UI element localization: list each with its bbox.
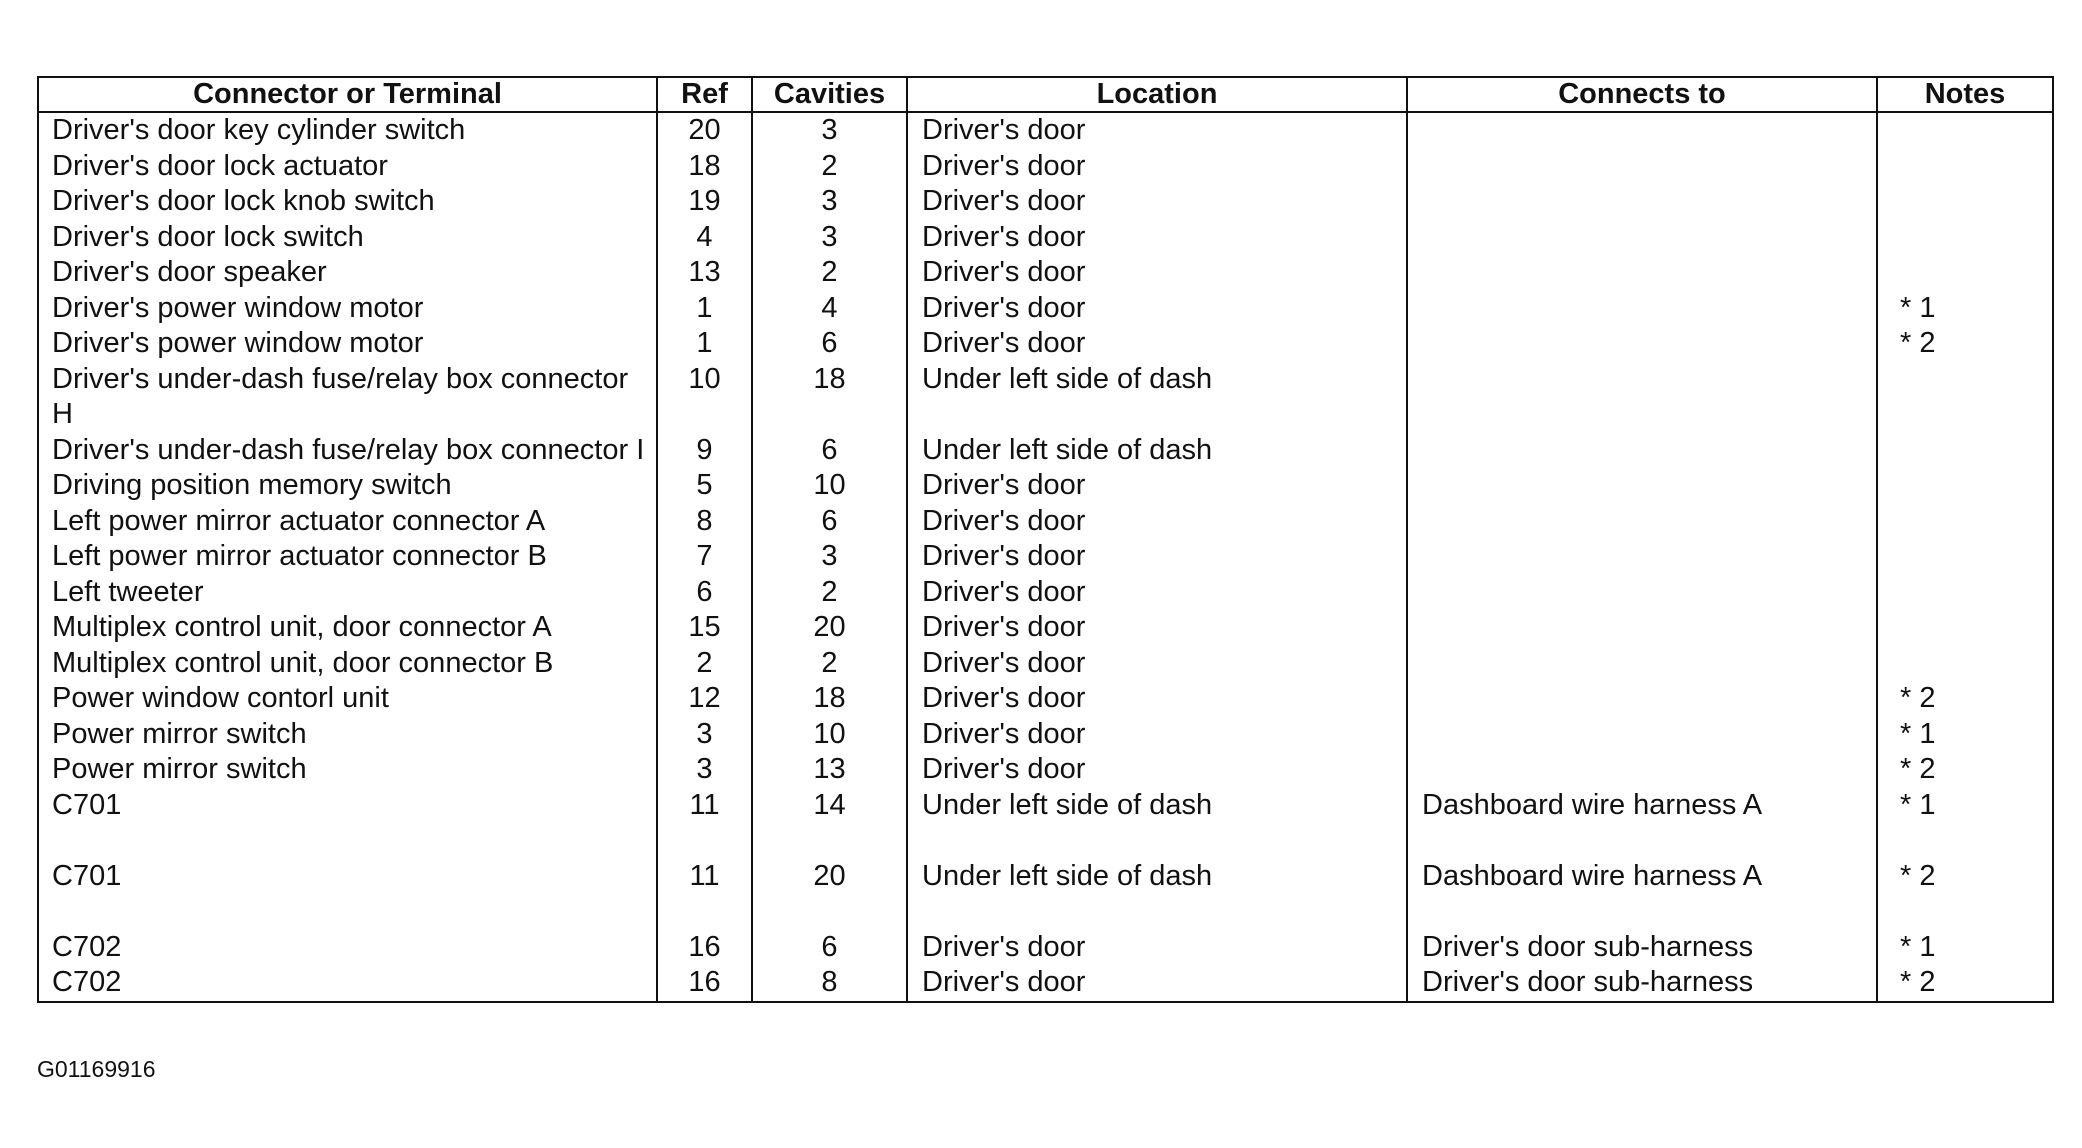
cell-notes [1877,539,2053,575]
cell-ref: 7 [657,539,752,575]
cell-notes: * 2 [1877,326,2053,362]
cell-notes: * 2 [1877,681,2053,717]
table-header-row [38,77,2053,112]
cell-ref: 19 [657,184,752,220]
header-ref: Ref [657,77,752,112]
cell-connector: C702 [52,966,122,998]
cell-cavities: 6 [752,326,907,362]
cell-cavities: 20 [752,610,907,646]
cell-connects-to [1407,646,1877,682]
header-notes: Notes [1877,77,2053,112]
table-row [38,220,2053,256]
cell-ref: 5 [657,468,752,504]
cell-notes [1877,112,2053,149]
cell-location: Under left side of dash [907,362,1407,433]
cell-ref: 9 [657,433,752,469]
cell-location: Driver's door [907,965,1407,1002]
cell-connects-to [1407,326,1877,362]
cell-connects-to [1407,433,1877,469]
cell-notes: * 2 [1877,752,2053,788]
cell-location: Driver's door [907,468,1407,504]
table-row [38,610,2053,646]
table-row [38,717,2053,753]
cell-location: Under left side of dash [907,788,1407,859]
table-row [38,788,2053,859]
cell-connects-to [1407,717,1877,753]
cell-cavities: 6 [752,930,907,966]
header-connects-to: Connects to [1407,77,1877,112]
figure-code: G01169916 [37,1056,156,1082]
cell-notes: * 2 [1877,859,2053,930]
cell-ref: 4 [657,220,752,256]
cell-connects-to: Driver's door sub-harness [1407,965,1877,1002]
cell-cavities: 20 [752,859,907,930]
cell-cavities: 3 [752,112,907,149]
cell-ref: 3 [657,752,752,788]
cell-ref: 16 [657,930,752,966]
cell-location: Driver's door [907,326,1407,362]
cell-notes: * 1 [1877,717,2053,753]
header-connector: Connector or Terminal [38,77,657,112]
table-row [38,433,2053,469]
cell-notes [1877,433,2053,469]
cell-connector: Power mirror switch [52,717,307,750]
cell-notes [1877,149,2053,185]
cell-location: Under left side of dash [907,859,1407,930]
cell-ref: 10 [657,362,752,433]
cell-location: Driver's door [907,220,1407,256]
cell-connector: Driver's door speaker [52,256,327,288]
cell-location: Driver's door [907,610,1407,646]
table-row [38,291,2053,327]
cell-location: Driver's door [907,646,1407,682]
cell-connects-to [1407,112,1877,149]
cell-cavities: 3 [752,220,907,256]
cell-location: Driver's door [907,184,1407,220]
cell-location: Driver's door [907,539,1407,575]
cell-connector: Driver's under-dash fuse/relay box connector I [52,433,645,466]
cell-ref: 11 [657,788,752,859]
cell-location: Driver's door [907,717,1407,753]
cell-ref: 8 [657,504,752,540]
cell-cavities: 18 [752,681,907,717]
header-cavities: Cavities [752,77,907,112]
cell-connects-to: Driver's door sub-harness [1407,930,1877,966]
cell-connector: Left tweeter [52,575,204,608]
cell-location: Driver's door [907,681,1407,717]
cell-connects-to [1407,184,1877,220]
cell-ref: 6 [657,575,752,611]
cell-notes [1877,646,2053,682]
cell-connector: Driver's door lock knob switch [52,185,435,217]
cell-ref: 20 [657,112,752,149]
connector-table [37,76,2054,1003]
table-row [38,255,2053,291]
cell-connector: Multiplex control unit, door connector A [52,611,552,643]
cell-connector: Driver's under-dash fuse/relay box connector H [52,362,629,430]
table-row [38,930,2053,966]
cell-cavities: 8 [752,965,907,1002]
table-row [38,681,2053,717]
table-row [38,184,2053,220]
cell-notes: * 1 [1877,788,2053,859]
cell-notes: * 1 [1877,291,2053,327]
cell-notes [1877,362,2053,433]
cell-notes [1877,220,2053,256]
table-row [38,752,2053,788]
cell-cavities: 10 [752,717,907,753]
cell-cavities: 2 [752,575,907,611]
cell-cavities: 6 [752,504,907,540]
cell-connector: Left power mirror actuator connector A [52,504,546,537]
cell-location: Driver's door [907,930,1407,966]
cell-ref: 11 [657,859,752,930]
table-row [38,326,2053,362]
cell-ref: 15 [657,610,752,646]
cell-ref: 3 [657,717,752,753]
table-row [38,504,2053,540]
cell-connects-to [1407,681,1877,717]
cell-cavities: 2 [752,255,907,291]
cell-ref: 2 [657,646,752,682]
header-location: Location [907,77,1407,112]
cell-connects-to [1407,575,1877,611]
cell-connects-to [1407,468,1877,504]
cell-connects-to [1407,752,1877,788]
cell-cavities: 6 [752,433,907,469]
cell-connector: C702 [52,930,122,963]
cell-connects-to [1407,539,1877,575]
cell-ref: 18 [657,149,752,185]
cell-connects-to: Dashboard wire harness A [1407,859,1877,930]
cell-connector: Driver's power window motor [52,291,424,324]
cell-ref: 1 [657,326,752,362]
cell-connector: C701 [52,859,122,892]
cell-notes [1877,504,2053,540]
table-row [38,468,2053,504]
cell-cavities: 18 [752,362,907,433]
cell-connects-to [1407,255,1877,291]
cell-location: Driver's door [907,255,1407,291]
cell-cavities: 10 [752,468,907,504]
table-body [38,112,2053,1002]
cell-notes: * 1 [1877,930,2053,966]
cell-connects-to [1407,220,1877,256]
cell-connector: Driver's door lock switch [52,220,364,253]
cell-cavities: 14 [752,788,907,859]
cell-connector: C701 [52,788,122,821]
cell-ref: 12 [657,681,752,717]
cell-connects-to [1407,149,1877,185]
cell-connects-to [1407,504,1877,540]
cell-cavities: 3 [752,539,907,575]
cell-location: Driver's door [907,575,1407,611]
cell-cavities: 3 [752,184,907,220]
cell-cavities: 4 [752,291,907,327]
table-row [38,112,2053,149]
cell-notes [1877,575,2053,611]
cell-connector: Power mirror switch [52,753,307,785]
cell-connects-to [1407,610,1877,646]
cell-location: Driver's door [907,112,1407,149]
cell-connector: Driver's power window motor [52,327,424,359]
cell-notes [1877,468,2053,504]
table-row [38,575,2053,611]
cell-location: Under left side of dash [907,433,1407,469]
table-row [38,965,2053,1002]
cell-ref: 1 [657,291,752,327]
cell-connector: Driver's door key cylinder switch [52,114,466,146]
cell-cavities: 2 [752,646,907,682]
table-row [38,362,2053,433]
table-row [38,539,2053,575]
cell-cavities: 2 [752,149,907,185]
cell-location: Driver's door [907,291,1407,327]
cell-location: Driver's door [907,504,1407,540]
cell-cavities: 13 [752,752,907,788]
cell-notes [1877,610,2053,646]
cell-connector: Driving position memory switch [52,469,452,501]
cell-location: Driver's door [907,149,1407,185]
cell-connector: Left power mirror actuator connector B [52,540,547,572]
cell-connector: Driver's door lock actuator [52,149,388,182]
cell-ref: 16 [657,965,752,1002]
table-row [38,646,2053,682]
cell-notes [1877,255,2053,291]
cell-location: Driver's door [907,752,1407,788]
cell-connector: Power window contorl unit [52,682,389,714]
table-row [38,149,2053,185]
cell-ref: 13 [657,255,752,291]
table-row [38,859,2053,930]
cell-connects-to [1407,362,1877,433]
cell-notes [1877,184,2053,220]
cell-notes: * 2 [1877,965,2053,1002]
cell-connects-to: Dashboard wire harness A [1407,788,1877,859]
cell-connector: Multiplex control unit, door connector B [52,646,554,679]
cell-connects-to [1407,291,1877,327]
